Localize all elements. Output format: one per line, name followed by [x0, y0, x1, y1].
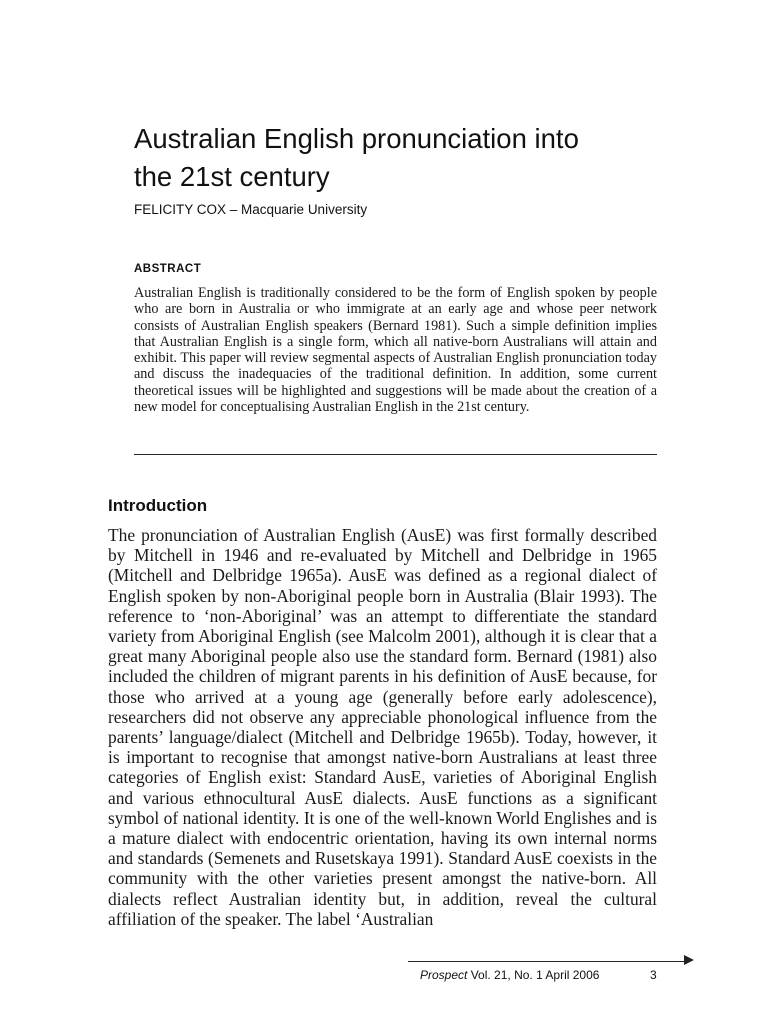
paper-title [134, 120, 694, 196]
paper-title-line-2: the 21st century [134, 161, 330, 192]
introduction-text: The pronunciation of Australian English (AusE) was first formally described by Mitchell in 1946 and re-evaluated by Mitchell and Delbridge in 1965 (Mitchell and Delbridge 1965a). AusE was defined as a regional dialect of English spoken by non-Aboriginal people born in Australia (Blair 1993). The reference to ‘non-Aboriginal’ was an attempt to differentiate the standard variety from Aboriginal English (see Malcolm 2001), although it is clear that a great many Aboriginal people also use the standard form. Bernard (1981) also included the children of migrant parents in his definition of AusE because, for those who arrived at a young age (generally before early adolescence), researchers did not observe any appreciable phonological influence from the parents’ language/dialect (Mitchell and Delbridge 1965b). Today, however, it is important to recognise that amongst native-born Australians at least three categories of English exist: Standard AusE, varieties of Aboriginal English and various ethnocultural AusE dialects. AusE functions as a significant symbol of national identity. It is one of the well-known World Englishes and is a mature dialect with endocentric orientation, having its own internal norms and standards (Semenets and Rusetskaya 1991). Standard AusE coexists in the community with the other varieties present amongst the native-born. All dialects reflect Australian identity but, in addition, reveal the cultural affiliation of the speaker. The label ‘Australian [108, 525, 657, 929]
abstract-divider [134, 454, 657, 455]
page-footer [420, 968, 660, 982]
abstract-heading: ABSTRACT [134, 263, 202, 275]
arrow-right-icon [684, 955, 694, 965]
journal-name: Prospect [420, 968, 468, 982]
introduction-heading: Introduction [108, 496, 208, 515]
paper-title-line-1: Australian English pronunciation into [134, 123, 579, 154]
page-number: 3 [650, 968, 657, 982]
author-affiliation: FELICITY COX – Macquarie University [134, 202, 368, 217]
abstract-text: Australian English is traditionally considered to be the form of English spoken by people who are born in Australia or who immigrate at an early age and whose peer network consists of Australian English speakers (Bernard 1981). Such a simple definition implies that Australian English is a single form, which all native-born Australians will attain and exhibit. This paper will review segmental aspects of Australian English pronunciation today and discuss the inadequacies of the traditional definition. In addition, some current theoretical issues will be highlighted and suggestions will be made about the creation of a new model for conceptualising Australian English in the 21st century. [134, 285, 657, 416]
footer-divider [408, 961, 686, 962]
journal-issue: Vol. 21, No. 1 April 2006 [470, 968, 600, 982]
